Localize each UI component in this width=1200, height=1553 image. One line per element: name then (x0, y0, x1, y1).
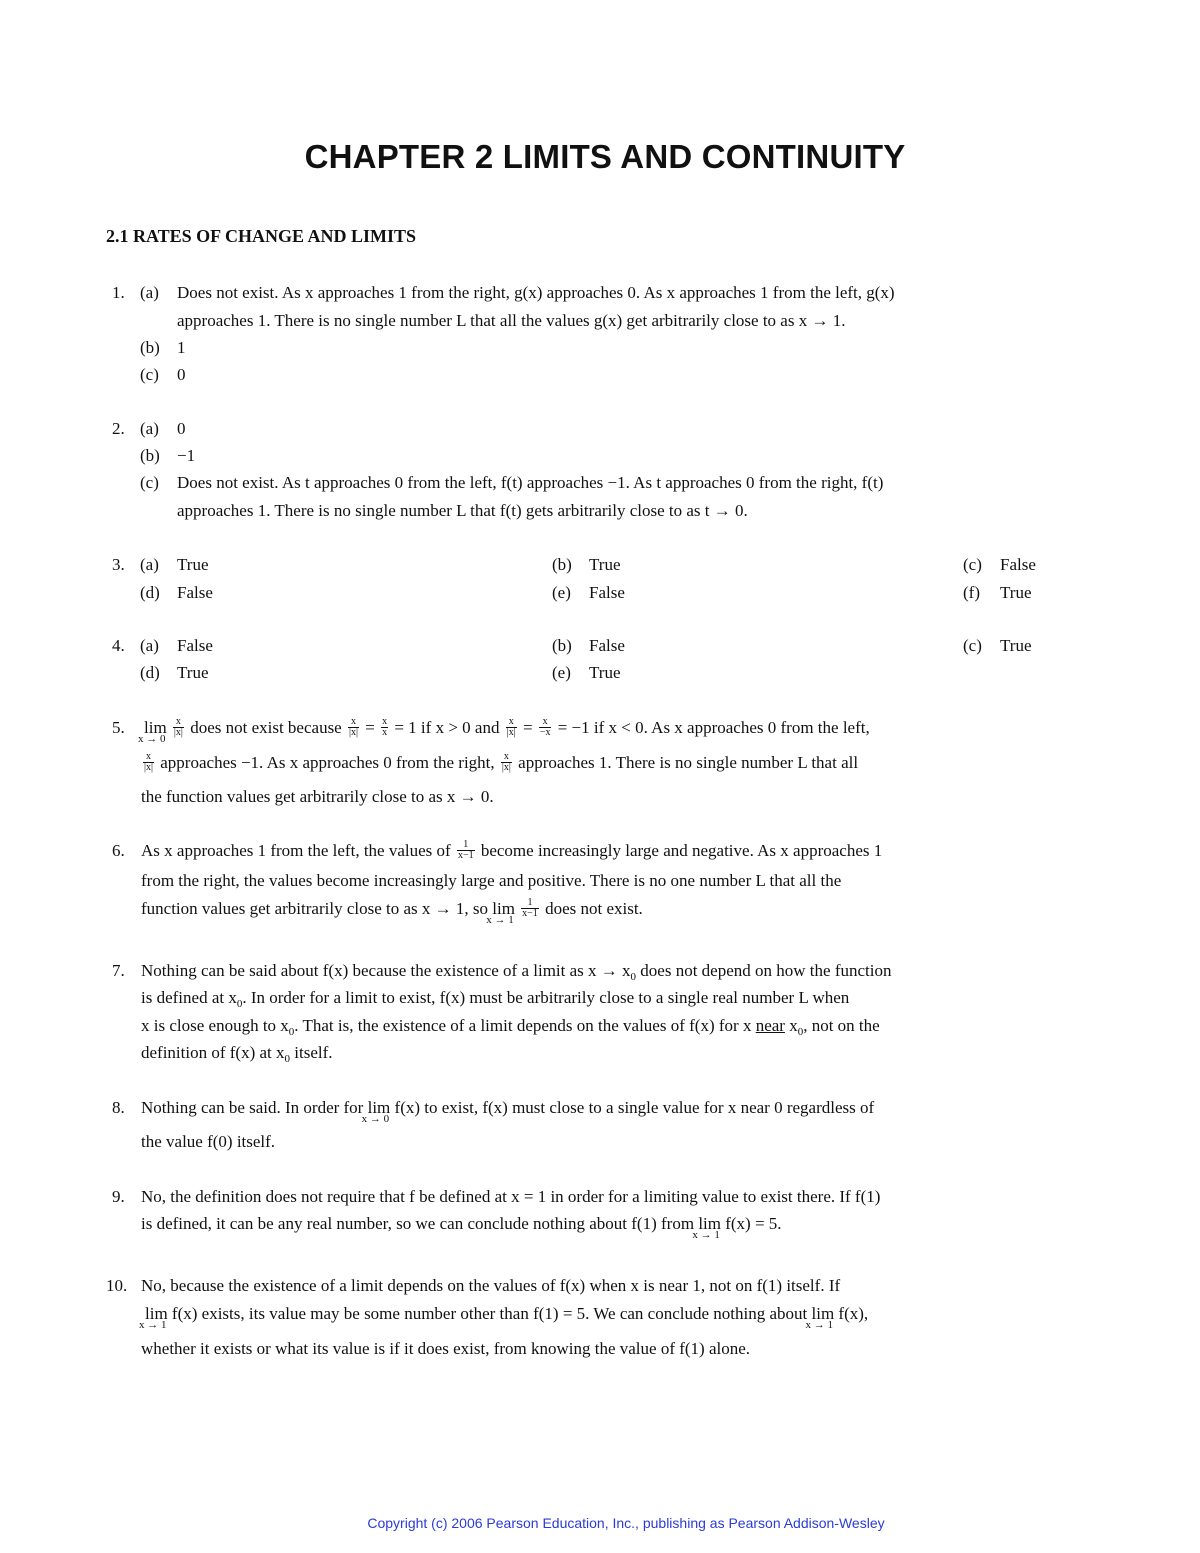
part-label: (c) (963, 636, 982, 655)
answer-text: Does not exist. As x approaches 1 from the right, g(x) approaches 0. As x approaches 1 from the left, g(x) (177, 283, 895, 302)
part-label: (e) (552, 663, 571, 682)
answer-text: True (1000, 636, 1032, 655)
answer-text: True (177, 663, 209, 682)
problem-number: 4. (112, 636, 125, 655)
answer-text: False (1000, 555, 1036, 574)
answer-text: −1 (177, 446, 196, 465)
problem-number: 9. (112, 1187, 125, 1206)
answer-text: 1 (177, 338, 186, 357)
answer-text: lim x → 0 $\frac{x}{|x|}$ does not exist because $\frac{x}{|x|}$ = $\frac{x}{x}$ = 1 if x > 0 and $\frac{x}{|x|}$ = $\frac{x}{-x}$ = −1 if x < 0. As x approaches 0 from the left, (138, 715, 870, 745)
answer-text: True (177, 555, 209, 574)
answer-text: False (177, 583, 213, 602)
limit-notation: lim x → 1 (805, 1304, 835, 1331)
answer-text: True (589, 663, 621, 682)
part-label: (b) (140, 446, 160, 465)
answer-text: Nothing can be said. In order for lim x → 0 f(x) to exist, f(x) must close to a single value for x near 0 regardless of (141, 1098, 875, 1125)
answer-text: False (177, 636, 213, 655)
limit-notation: lim x → 1 (139, 1304, 168, 1331)
fraction: $\frac{1}{x-1}$ (522, 896, 538, 919)
answer-text: is defined at $x_0$. In order for a limit to exist, f(x) must be arbitrarily close to a single real number L when (141, 988, 850, 1010)
answer-text: approaches 1. There is no single number L that all the values g(x) get arbitrarily close to as x → 1. (177, 311, 846, 330)
answer-text: True (589, 555, 621, 574)
part-label: (a) (140, 283, 159, 302)
part-label: (f) (963, 583, 980, 602)
problem-number: 1. (112, 283, 125, 302)
answer-text: the function values get arbitrarily close to as x → 0. (141, 787, 494, 806)
answer-text: approaches 1. There is no single number L that f(t) gets arbitrarily close to as t → 0. (177, 501, 748, 520)
answer-text: $\frac{x}{|x|}$ approaches −1. As x approaches 0 from the right, $\frac{x}{|x|}$ approaches 1. There is no single number L that all (144, 750, 859, 773)
part-label: (c) (963, 555, 982, 574)
problem-number: 7. (112, 961, 125, 980)
problem-number: 2. (112, 419, 125, 438)
section-title: 2.1 RATES OF CHANGE AND LIMITS (106, 226, 417, 246)
limit-notation: lim x → 0 (361, 1098, 391, 1125)
part-label: (c) (140, 365, 159, 384)
problem-number: 5. (112, 718, 125, 737)
part-label: (b) (552, 555, 572, 574)
answer-text: Does not exist. As t approaches 0 from the left, f(t) approaches −1. As t approaches 0 from the right, f(t) (177, 473, 884, 492)
answer-text: False (589, 583, 625, 602)
part-label: (d) (140, 663, 160, 682)
answer-text: False (589, 636, 625, 655)
fraction: $\frac{x}{x}$ (382, 715, 388, 738)
problem-number: 3. (112, 555, 125, 574)
fraction: $\frac{x}{|x|}$ (173, 715, 183, 738)
answer-text: x is close enough to $x_0$. That is, the existence of a limit depends on the values of f(x) for x near $x_0$, not on the (141, 1016, 880, 1038)
problem-number: 6. (112, 841, 125, 860)
answer-text: No, the definition does not require that f be defined at x = 1 in order for a limiting value to exist there. If f(1) (141, 1187, 881, 1206)
problem-number: 8. (112, 1098, 125, 1117)
part-label: (d) (140, 583, 160, 602)
fraction: $\frac{x}{|x|}$ (144, 750, 154, 773)
problem-number: 10. (106, 1276, 128, 1295)
fraction: $\frac{1}{x-1}$ (457, 838, 474, 861)
chapter-title: CHAPTER 2 LIMITS AND CONTINUITY (304, 138, 906, 175)
answer-text: Nothing can be said about f(x) because the existence of a limit as $x \to x_0$ does not depend on how the function (141, 961, 892, 983)
limit-notation: lim x → 1 (486, 899, 515, 926)
answer-text: from the right, the values become increasingly large and positive. There is no one number L that all the (141, 871, 842, 890)
answer-text: True (1000, 583, 1032, 602)
answer-text: function values get arbitrarily close to as x → 1, so lim x → 1 $\frac{1}{x-1}$ does not exist. (141, 896, 643, 926)
part-label: (b) (552, 636, 572, 655)
answer-text: lim x → 1 f(x) exists, its value may be some number other than f(1) = 5. We can conclude nothing about lim x → 1 f(x), (139, 1304, 869, 1331)
part-label: (a) (140, 419, 159, 438)
limit-notation: lim x → 0 (138, 718, 167, 745)
emphasis-near: near (755, 1016, 785, 1035)
answer-text: definition of f(x) at $x_0$ itself. (141, 1043, 333, 1065)
answer-text: 0 (177, 419, 186, 438)
answer-text: As x approaches 1 from the left, the values of $\frac{1}{x-1}$ become increasingly large and negative. As x approaches 1 (141, 838, 883, 861)
fraction: $\frac{x}{|x|}$ (348, 715, 358, 738)
part-label: (a) (140, 636, 159, 655)
copyright-footer: Copyright (c) 2006 Pearson Education, Inc., publishing as Pearson Addison-Wesley (367, 1515, 885, 1531)
answer-text: No, because the existence of a limit depends on the values of f(x) when x is near 1, not on f(1) itself. If (141, 1276, 841, 1295)
answer-text: whether it exists or what its value is if it does exist, from knowing the value of f(1) alone. (141, 1339, 751, 1358)
limit-notation: lim x → 1 (692, 1214, 721, 1241)
answer-text: the value f(0) itself. (141, 1132, 276, 1151)
part-label: (a) (140, 555, 159, 574)
fraction: $\frac{x}{-x}$ (539, 715, 551, 738)
part-label: (e) (552, 583, 571, 602)
fraction: $\frac{x}{|x|}$ (501, 750, 511, 773)
part-label: (c) (140, 473, 159, 492)
answer-text: 0 (177, 365, 186, 384)
fraction: $\frac{x}{|x|}$ (506, 715, 516, 738)
answer-text: is defined, it can be any real number, so we can conclude nothing about f(1) from lim x → 1 f(x) = 5. (141, 1214, 782, 1241)
part-label: (b) (140, 338, 160, 357)
